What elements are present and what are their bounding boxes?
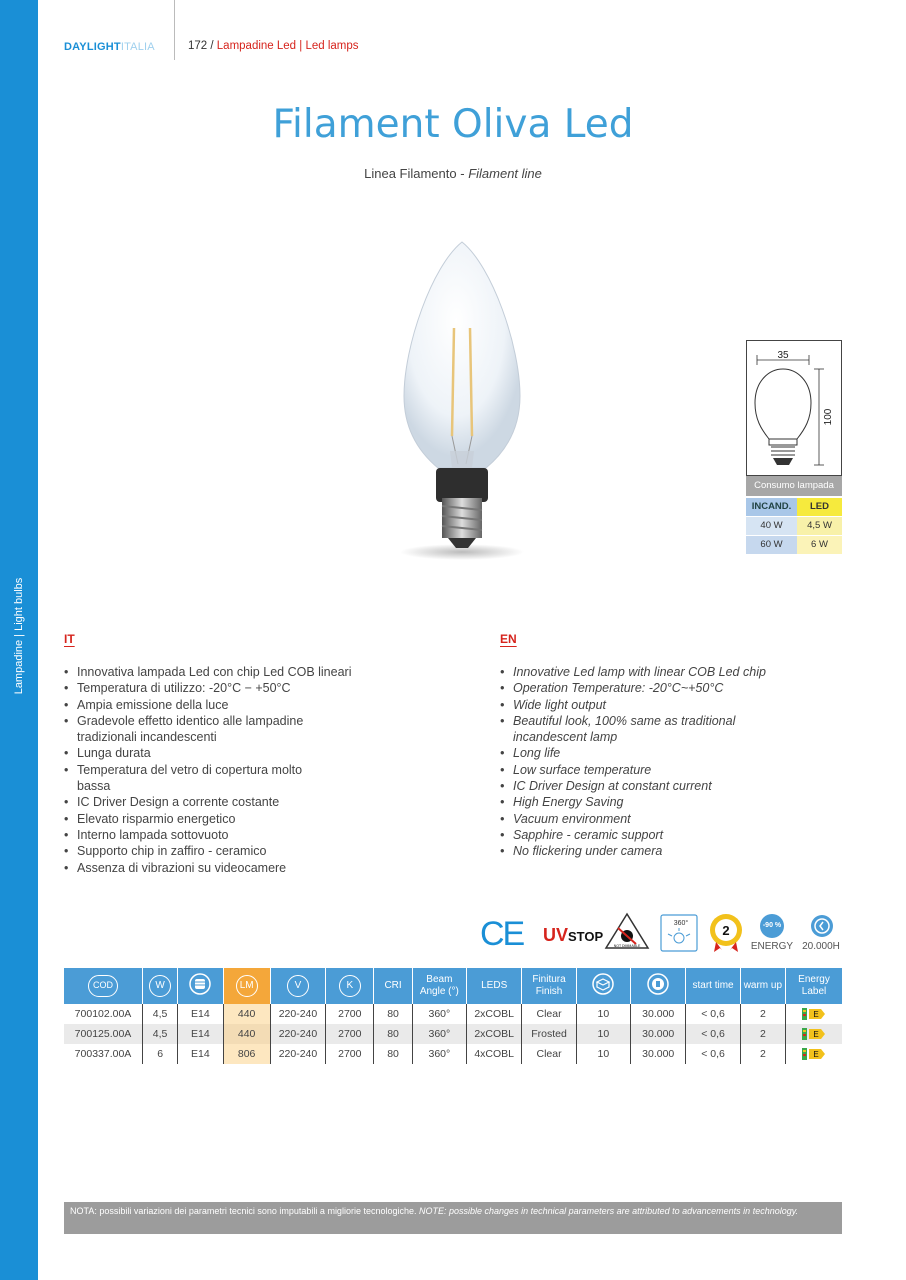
cell-finish: Clear	[522, 1004, 576, 1024]
col-kelvin	[326, 968, 374, 1004]
footer-note	[64, 1202, 842, 1234]
uvstop-icon	[543, 925, 603, 947]
col-leds: LEDS	[467, 968, 522, 1004]
brand-bold: DAYLIGHT	[64, 41, 121, 53]
feature-item: • Innovativa lampada Led con chip Led COB lineari	[64, 664, 394, 680]
cell-kelvin: 2700	[326, 1044, 374, 1064]
dimension-height: 100	[823, 408, 834, 426]
cell-beam: 360°	[412, 1004, 466, 1024]
feature-item: • Long life	[500, 745, 820, 761]
subtitle-it: Linea Filamento -	[364, 166, 465, 181]
consumption-table	[746, 498, 842, 554]
cell-start: < 0,6	[686, 1004, 740, 1024]
cell-box: 10	[576, 1044, 630, 1064]
table-row	[64, 1004, 842, 1024]
watt-header-icon: W	[149, 975, 171, 997]
brand-light: ITALIA	[120, 41, 155, 53]
col-incand: INCAND.	[746, 498, 797, 516]
cell-watt: 6	[143, 1044, 178, 1064]
heading-en: EN	[500, 632, 517, 646]
cell-leds: 2xCOBL	[467, 1004, 522, 1024]
feature-item: • Sapphire - ceramic support	[500, 827, 820, 843]
cell-kelvin: 2700	[326, 1024, 374, 1044]
cell-volt: 220-240	[270, 1044, 325, 1064]
energy-label-icon	[802, 1028, 826, 1040]
lamp-base-icon	[189, 973, 211, 995]
feature-item: • Temperatura del vetro di copertura molto bassa	[64, 762, 304, 795]
energy-class: E	[813, 1010, 819, 1020]
cell-energy	[786, 1004, 842, 1024]
cell-start: < 0,6	[686, 1044, 740, 1064]
energy-label-icon	[802, 1048, 826, 1060]
consumption-row	[746, 536, 842, 554]
heading-it: IT	[64, 632, 75, 646]
feature-item: • Beautiful look, 100% same as traditional incandescent lamp	[500, 713, 780, 746]
feature-item: • Elevato risparmio energetico	[64, 811, 394, 827]
header-divider	[174, 0, 175, 60]
note-it: NOTA: possibili variazioni dei parametri tecnici sono imputabili a migliorie tecnologiche.	[70, 1206, 417, 1216]
col-box	[576, 968, 630, 1004]
cell-box: 10	[576, 1004, 630, 1024]
cell-base: E14	[178, 1004, 223, 1024]
not-dimmable-icon	[604, 912, 650, 952]
consumption-title: Consumo lampada	[746, 476, 842, 496]
lumen-header-icon: LM	[236, 975, 258, 997]
led-watt: 6 W	[797, 536, 842, 554]
cell-volt: 220-240	[270, 1024, 325, 1044]
uvstop-uv: UV	[543, 925, 569, 945]
cell-lumen: 440	[223, 1004, 270, 1024]
col-volt	[270, 968, 325, 1004]
table-row	[64, 1024, 842, 1044]
page-number: 172 /	[188, 40, 214, 52]
cell-code: 700102.00A	[64, 1004, 143, 1024]
cell-life: 30.000	[631, 1024, 686, 1044]
cell-beam: 360°	[412, 1044, 466, 1064]
feature-item: • Assenza di vibrazioni su videocamere	[64, 860, 394, 876]
side-band	[0, 0, 38, 1280]
cell-life: 30.000	[631, 1044, 686, 1064]
subtitle-en: Filament line	[468, 166, 542, 181]
kelvin-header-icon: K	[339, 975, 361, 997]
col-base	[178, 968, 223, 1004]
page-title: Filament Oliva Led	[272, 102, 634, 147]
feature-item: • Interno lampada sottovuoto	[64, 827, 394, 843]
energy-saving-icon: -90 %	[760, 914, 784, 938]
box-quantity-icon	[592, 973, 614, 995]
features-list-it	[64, 664, 394, 876]
warranty-years: 2	[722, 923, 730, 938]
cell-lumen: 806	[223, 1044, 270, 1064]
feature-item: • Innovative Led lamp with linear COB Led chip	[500, 664, 820, 680]
energy-caption: ENERGY	[750, 941, 794, 952]
note-en: NOTE: possible changes in technical parameters are attributed to advancements in technology.	[419, 1206, 799, 1216]
cell-cri: 80	[374, 1004, 412, 1024]
spec-table	[64, 968, 842, 1064]
cell-watt: 4,5	[143, 1024, 178, 1044]
uvstop-stop: STOP	[568, 929, 604, 944]
cell-start: < 0,6	[686, 1024, 740, 1044]
cell-lumen: 440	[223, 1024, 270, 1044]
brand-logo	[64, 41, 155, 53]
led-watt: 4,5 W	[797, 517, 842, 535]
feature-item: • Gradevole effetto identico alle lampadine tradizionali incandescenti	[64, 713, 344, 746]
dimension-width: 35	[777, 350, 789, 361]
section-link[interactable]: Lampadine Led | Led lamps	[216, 40, 359, 52]
code-header-icon: COD	[88, 975, 118, 997]
feature-item: • Operation Temperature: -20°C~+50°C	[500, 680, 820, 696]
cell-warm: 2	[740, 1004, 785, 1024]
feature-item: • Wide light output	[500, 697, 820, 713]
cell-kelvin: 2700	[326, 1004, 374, 1024]
cell-warm: 2	[740, 1024, 785, 1044]
feature-item: • Lunga durata	[64, 745, 394, 761]
cell-watt: 4,5	[143, 1004, 178, 1024]
consumption-header-row	[746, 498, 842, 516]
feature-item: • Low surface temperature	[500, 762, 820, 778]
warranty-icon	[708, 912, 744, 952]
col-watt	[143, 968, 178, 1004]
cell-volt: 220-240	[270, 1004, 325, 1024]
cell-code: 700337.00A	[64, 1044, 143, 1064]
cell-base: E14	[178, 1044, 223, 1064]
cell-energy	[786, 1024, 842, 1044]
cell-cri: 80	[374, 1044, 412, 1064]
feature-item: • IC Driver Design a corrente costante	[64, 794, 394, 810]
cell-base: E14	[178, 1024, 223, 1044]
spec-header-row	[64, 968, 842, 1004]
ce-mark-icon: CE	[480, 915, 524, 953]
feature-item: • Vacuum environment	[500, 811, 820, 827]
cell-leds: 2xCOBL	[467, 1024, 522, 1044]
feature-item: • Temperatura di utilizzo: -20°C − +50°C	[64, 680, 394, 696]
page-subtitle	[0, 166, 906, 181]
product-bulb-image	[392, 236, 532, 566]
on-off-cycles-icon	[647, 973, 669, 995]
beam-angle-icon	[660, 914, 698, 952]
incand-watt: 40 W	[746, 517, 797, 535]
sidebar-label: Lampadine | Light bulbs	[13, 577, 25, 695]
feature-item: • Supporto chip in zaffiro - ceramico	[64, 843, 394, 859]
cell-finish: Frosted	[522, 1024, 576, 1044]
col-warm: warm up	[740, 968, 785, 1004]
cell-finish: Clear	[522, 1044, 576, 1064]
col-energy: Energy Label	[786, 968, 842, 1004]
feature-item: • High Energy Saving	[500, 794, 820, 810]
col-lumen	[223, 968, 270, 1004]
table-row	[64, 1044, 842, 1064]
cell-cri: 80	[374, 1024, 412, 1044]
feature-item: • Ampia emissione della luce	[64, 697, 394, 713]
cell-life: 30.000	[631, 1004, 686, 1024]
not-dimmable-text: NOT DIMMABLE	[613, 944, 641, 948]
breadcrumb	[188, 40, 359, 52]
col-led: LED	[797, 498, 842, 516]
incand-watt: 60 W	[746, 536, 797, 554]
lifetime-clock-icon	[810, 914, 834, 938]
energy-class: E	[813, 1030, 819, 1040]
col-life	[631, 968, 686, 1004]
feature-item: • IC Driver Design at constant current	[500, 778, 820, 794]
col-finish: Finitura Finish	[522, 968, 576, 1004]
features-list-en	[500, 664, 820, 860]
col-start: start time	[686, 968, 740, 1004]
cell-energy	[786, 1044, 842, 1064]
cell-warm: 2	[740, 1044, 785, 1064]
col-cri: CRI	[374, 968, 412, 1004]
energy-label-icon	[802, 1008, 826, 1020]
lifetime-caption: 20.000H	[802, 941, 840, 952]
dimension-drawing	[746, 340, 842, 476]
feature-item: • No flickering under camera	[500, 843, 820, 859]
col-code	[64, 968, 143, 1004]
col-beam: Beam Angle (°)	[412, 968, 466, 1004]
cell-beam: 360°	[412, 1024, 466, 1044]
cell-code: 700125.00A	[64, 1024, 143, 1044]
volt-header-icon: V	[287, 975, 309, 997]
consumption-row	[746, 517, 842, 535]
beam-value: 360°	[673, 920, 689, 927]
cell-leds: 4xCOBL	[467, 1044, 522, 1064]
cell-box: 10	[576, 1024, 630, 1044]
energy-class: E	[813, 1050, 819, 1060]
